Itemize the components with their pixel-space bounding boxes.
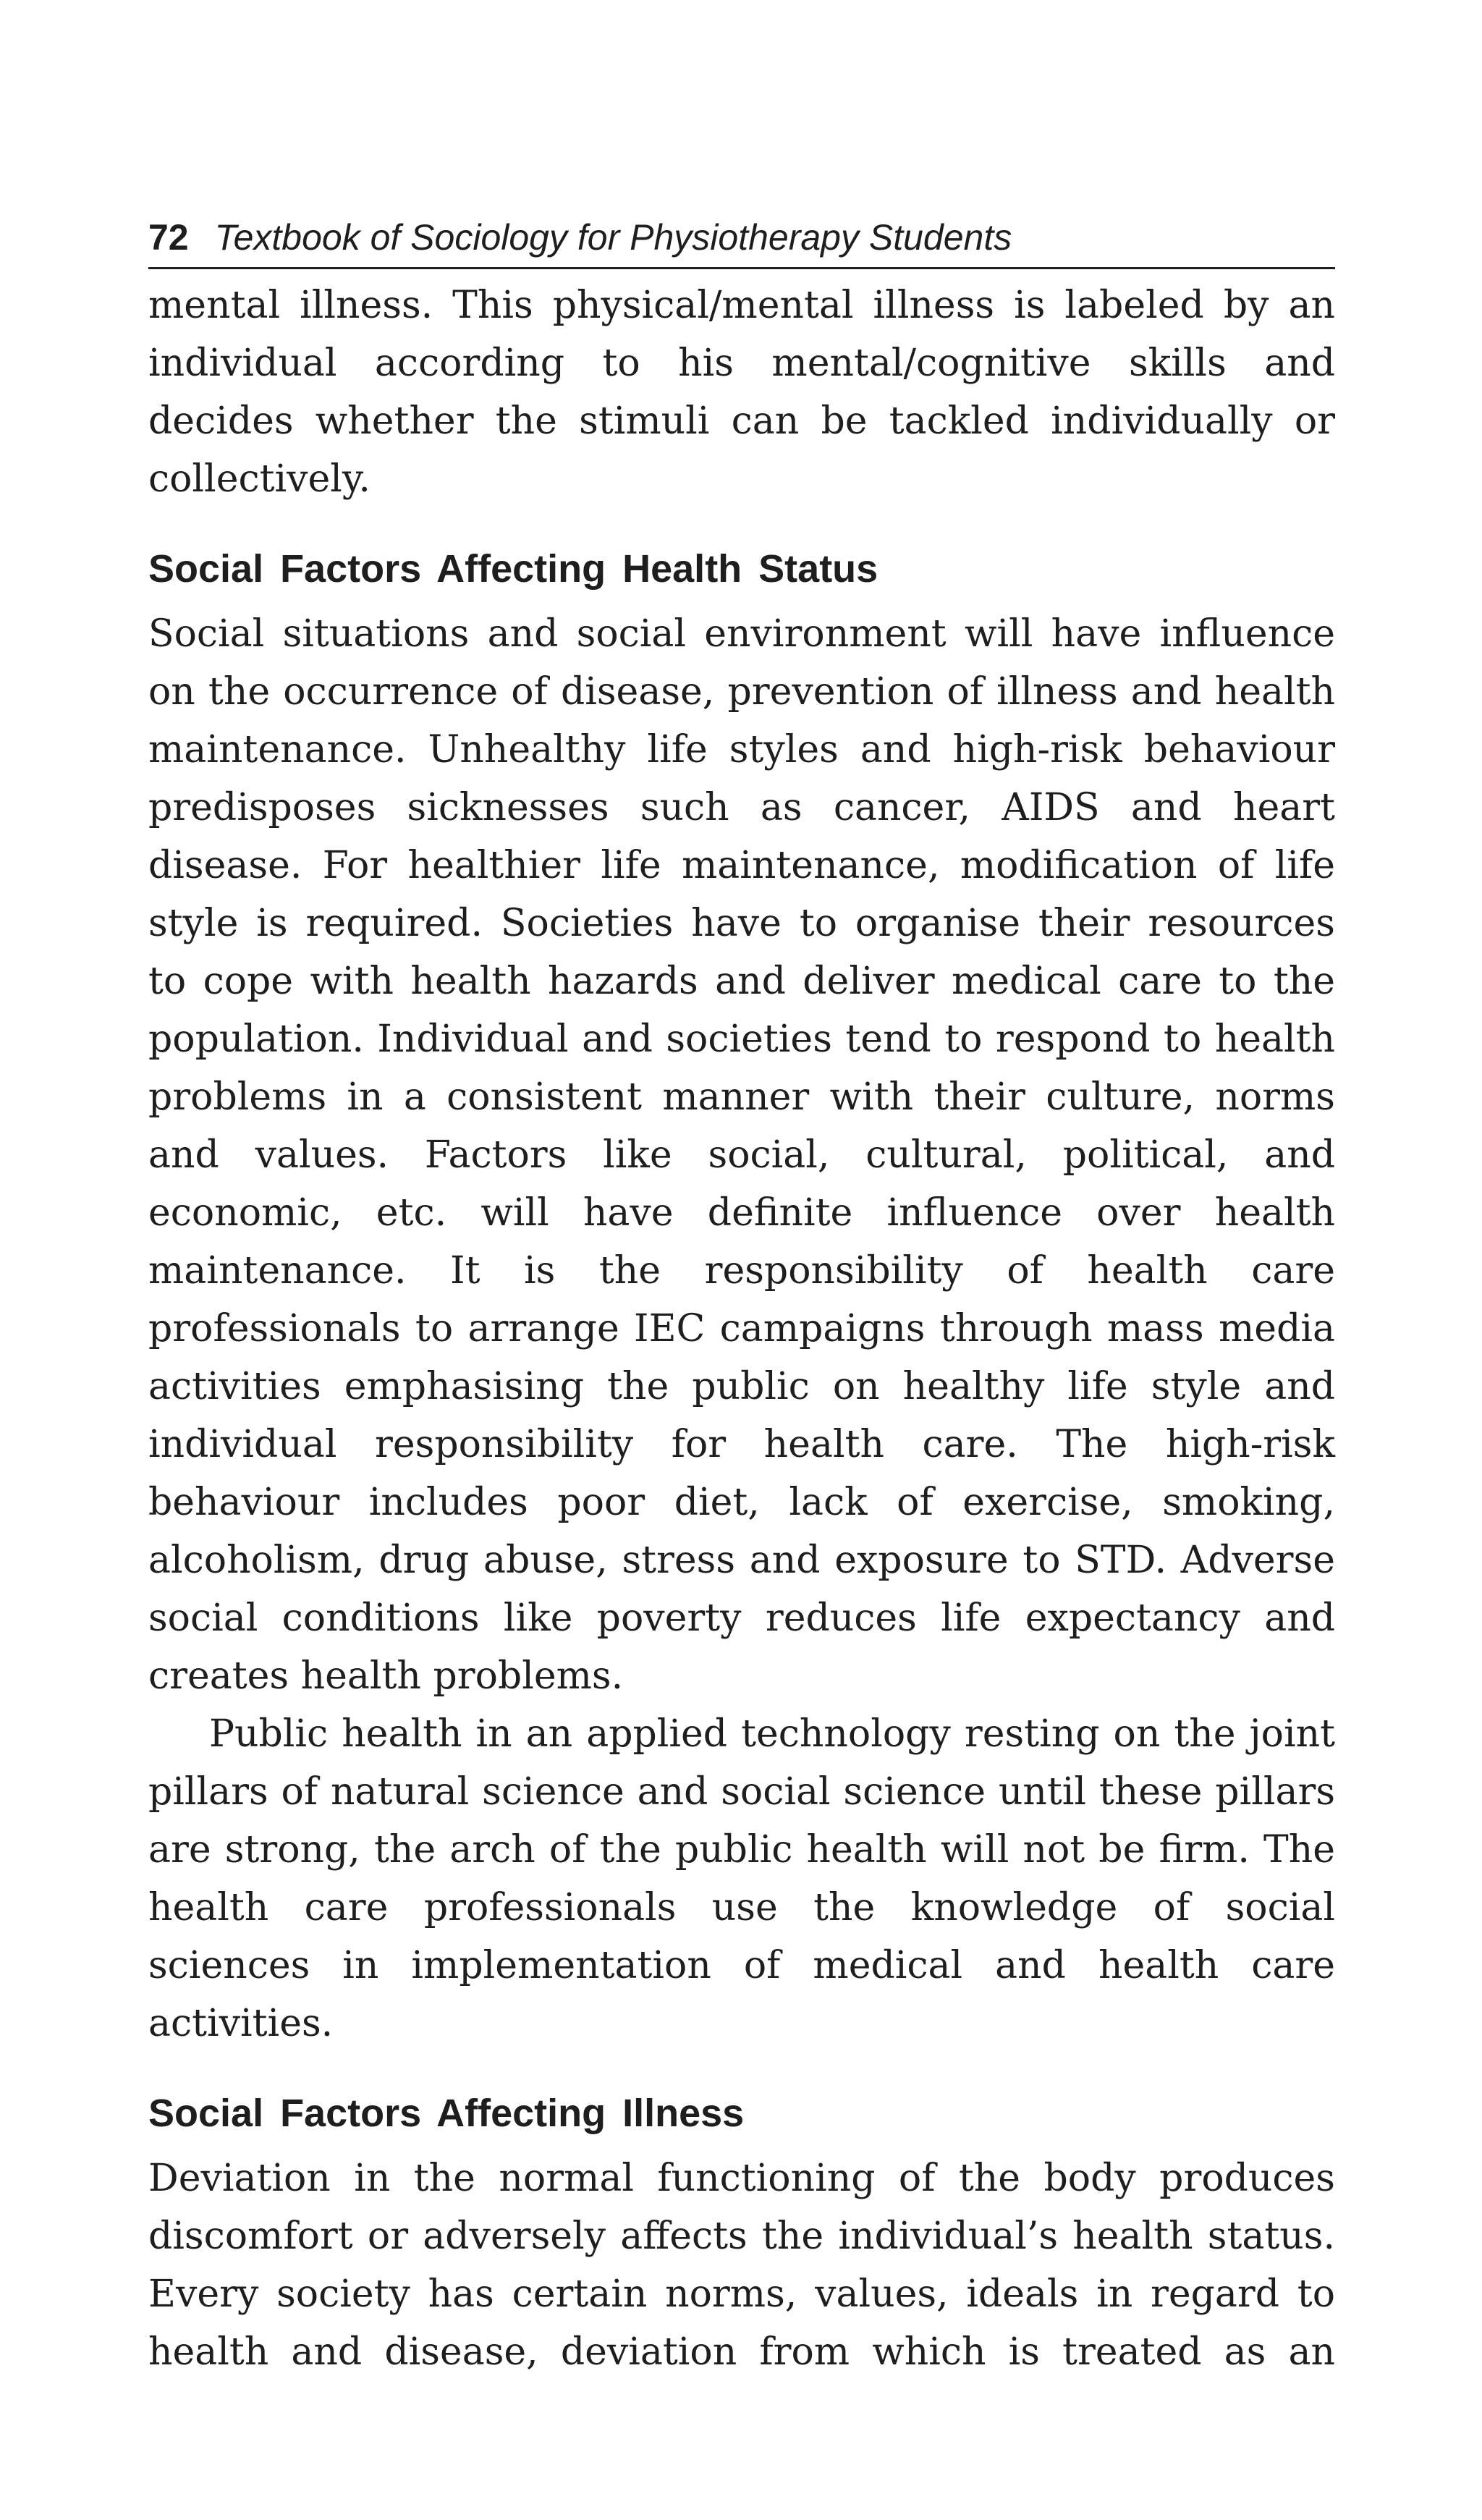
paragraph-health-status-1: Social situations and social environment will have influence on the occurrence of disease, prevention of illness and health maintenance. Unhealthy life styles and high-risk behaviour predisposes sicknesses such as cancer, AIDS and heart disease. For healthier life maintenance, modification of life style is required. Societies have to organise their resources to cope with health hazards and deliver medical care to the population. Individual and societies tend to respond to health problems in a consistent manner with their culture, norms and values. Factors like social, cultural, political, and economic, etc. will have definite influence over health maintenance. It is the responsibility of health care professionals to arrange IEC campaigns through mass media activities emphasising the public on healthy life style and individual responsibility for health care. The high-risk behaviour includes poor diet, lack of exercise, smoking, alcoholism, drug abuse, stress and exposure to STD. Adverse social conditions like poverty reduces life expectancy and creates health problems. <box>148 612 1335 1698</box>
paragraph-illness-1: Deviation in the normal functioning of the body produces discomfort or adversely affects the individual’s health status. Every society has certain norms, values, ideals in regard to health and disease, deviation from which is treated as an <box>148 2157 1335 2374</box>
intro-paragraph: mental illness. This physical/mental illness is labeled by an individual according to his mental/cognitive skills and decides whether the stimuli can be tackled individually or collectively. <box>148 284 1335 501</box>
book-page <box>148 213 1335 2381</box>
paragraph-health-status-2: Public health in an applied technology resting on the joint pillars of natural science and social science until these pillars are strong, the arch of the public health will not be firm. The health care professionals use the knowledge of social sciences in implementation of medical and health care activities. <box>148 1712 1335 2045</box>
page-number: 72 <box>148 217 189 258</box>
running-header <box>148 213 1335 269</box>
book-title: Textbook of Sociology for Physiotherapy Students <box>214 217 1012 258</box>
section-heading-illness: Social Factors Affecting Illness <box>148 2092 745 2135</box>
section-heading-health-status: Social Factors Affecting Health Status <box>148 547 878 591</box>
